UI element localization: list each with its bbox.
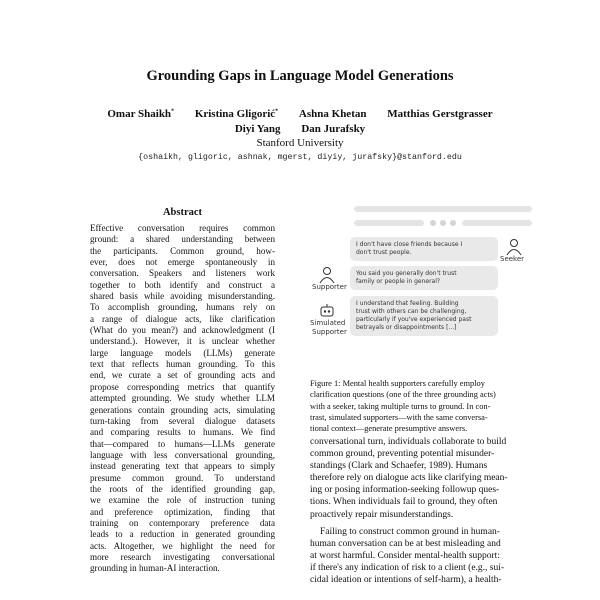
abstract-line: together to both identify and construct a — [90, 279, 275, 290]
abstract-line: To accomplish grounding, humans rely on — [90, 302, 275, 313]
robot-icon — [318, 302, 336, 320]
body-line: at worst harmful. Consider mental-health support: — [310, 550, 500, 561]
body-line: Failing to construct common ground in human- — [320, 526, 500, 537]
abstract-line: and preference optimization, finding that — [90, 506, 275, 517]
abstract-line: training on contemporary preference data — [90, 517, 275, 528]
abstract-line: the participants. Common ground, how- — [90, 245, 275, 256]
abstract-line: we examine the role of instruction tuning — [90, 495, 275, 506]
seeker-person-icon — [505, 238, 523, 256]
caption-line: with a seeker, taking multiple turns to ground. In con- — [310, 401, 491, 411]
body-text — [310, 436, 535, 586]
supporter-label: Supporter — [312, 283, 347, 291]
abstract-line: Effective conversation requires common — [90, 223, 275, 233]
author-name: Ashna Khetan — [298, 108, 367, 120]
collapsed-message-bar — [354, 206, 532, 212]
simulated-label: Simulated — [310, 319, 346, 327]
abstract-body — [90, 223, 275, 575]
collapsed-message-bar — [354, 220, 424, 226]
abstract-line: instead generating text that appears to simply — [90, 461, 275, 472]
abstract-line: that—compared to humans—LLMs generate — [90, 438, 275, 449]
ellipsis-dot — [430, 220, 436, 226]
abstract-line: end, we curate a set of grounding acts and — [90, 370, 275, 381]
abstract-line: large language models (LLMs) generate — [90, 347, 275, 358]
abstract-line: presume common ground. To understand — [90, 472, 275, 483]
supporter-message-bubble: You said you generally don't trust family or people in general? — [350, 266, 498, 290]
author-list-line2 — [0, 123, 600, 135]
abstract-line: the roots of the identified grounding gap, — [90, 483, 275, 494]
body-line: if there's any indication of risk to a client (e.g., sui- — [310, 562, 505, 573]
body-line: tions. When individuals fail to ground, they often — [310, 497, 498, 508]
abstract-line: understand.). However, it is unclear whether — [90, 336, 275, 347]
author-name: Omar Shaikh* — [107, 108, 175, 120]
author-name: Matthias Gerstgrasser — [387, 108, 493, 120]
abstract-line: conversation. Speakers and listeners work — [90, 268, 275, 279]
body-line: therefore rely on dialogue acts like clarifying mean- — [310, 473, 508, 484]
ellipsis-dot — [440, 220, 446, 226]
abstract-line: propose corresponding metrics that quantify — [90, 381, 275, 392]
ellipsis-dot — [450, 220, 456, 226]
simulated-message-bubble: I understand that feeling. Building trust with others can be challenging, particularly if you've experienced past betrayals or disappointments [...] — [350, 296, 498, 336]
author-emails: {oshaikh, gligoric, ashnak, mgerst, diyiy, jurafsky}@stanford.edu — [138, 153, 462, 162]
author-list-line1 — [0, 108, 600, 120]
abstract-line: text that reflects human grounding. To this — [90, 359, 275, 370]
abstract-line: acts. Altogether, we highlight the need for — [90, 540, 275, 551]
body-line: proactively repair misunderstandings. — [310, 509, 454, 520]
caption-line: trast, simulated supporters—with the same conversa- — [310, 412, 488, 422]
body-line: ing or posing information-seeking followup ques- — [310, 485, 500, 496]
supporter-person-icon — [318, 266, 336, 284]
author-name: Kristina Gligorić* — [194, 108, 279, 120]
author-name: Diyi Yang — [234, 123, 281, 135]
abstract-line: leads to a reduction in generated grounding — [90, 529, 275, 540]
simulated-supporter-label: Supporter — [312, 328, 347, 336]
body-line: cidal ideation or intentions of self-harm), a health- — [310, 575, 502, 586]
abstract-line: attempted grounding. We study whether LLM — [90, 393, 275, 404]
body-line: human conversation can be at best misleading and — [310, 538, 501, 549]
abstract-line: turn-taking from several dialogue datasets — [90, 415, 275, 426]
affiliation: Stanford University — [256, 137, 344, 149]
abstract-line: more research investigating conversational — [90, 551, 275, 562]
caption-line: clarification questions (one of the three grounding acts) — [310, 390, 496, 400]
abstract-line: (What do you mean?) and acknowledgment (I — [90, 325, 275, 336]
figure-1 — [312, 198, 534, 370]
abstract-line: language with less conversational grounding, — [90, 449, 275, 460]
abstract-line: ever, does not emerge spontaneously in — [90, 257, 275, 268]
abstract-line: generations contain grounding acts, simulating — [90, 404, 275, 415]
abstract-line: grounding in human-AI interaction. — [90, 563, 220, 574]
seeker-label: Seeker — [500, 255, 525, 263]
figure-caption — [310, 378, 535, 434]
paper-title: Grounding Gaps in Language Model Generations — [146, 68, 454, 84]
collapsed-message-bar — [462, 220, 532, 226]
abstract-heading: Abstract — [162, 207, 203, 218]
seeker-message-bubble: I don't have close friends because I don't trust people. — [350, 237, 498, 261]
abstract-line: ground: a shared understanding between — [90, 234, 275, 245]
body-line: conversational turn, individuals collaborate to build — [310, 437, 507, 447]
caption-line: Figure 1: Mental health supporters carefully employ — [310, 379, 485, 388]
body-line: common ground, preventing potential misunder- — [310, 449, 495, 460]
abstract-line: shared basis while avoiding misunderstanding. — [90, 291, 275, 302]
body-line: standings (Clark and Schaefer, 1989). Humans — [310, 461, 488, 472]
abstract-line: and comparing results to humans. We find — [90, 427, 275, 438]
caption-line: tional context—generate presumptive answers. — [310, 424, 468, 434]
abstract-line: a range of dialogue acts, like clarification — [90, 313, 275, 324]
author-name: Dan Jurafsky — [301, 123, 366, 135]
